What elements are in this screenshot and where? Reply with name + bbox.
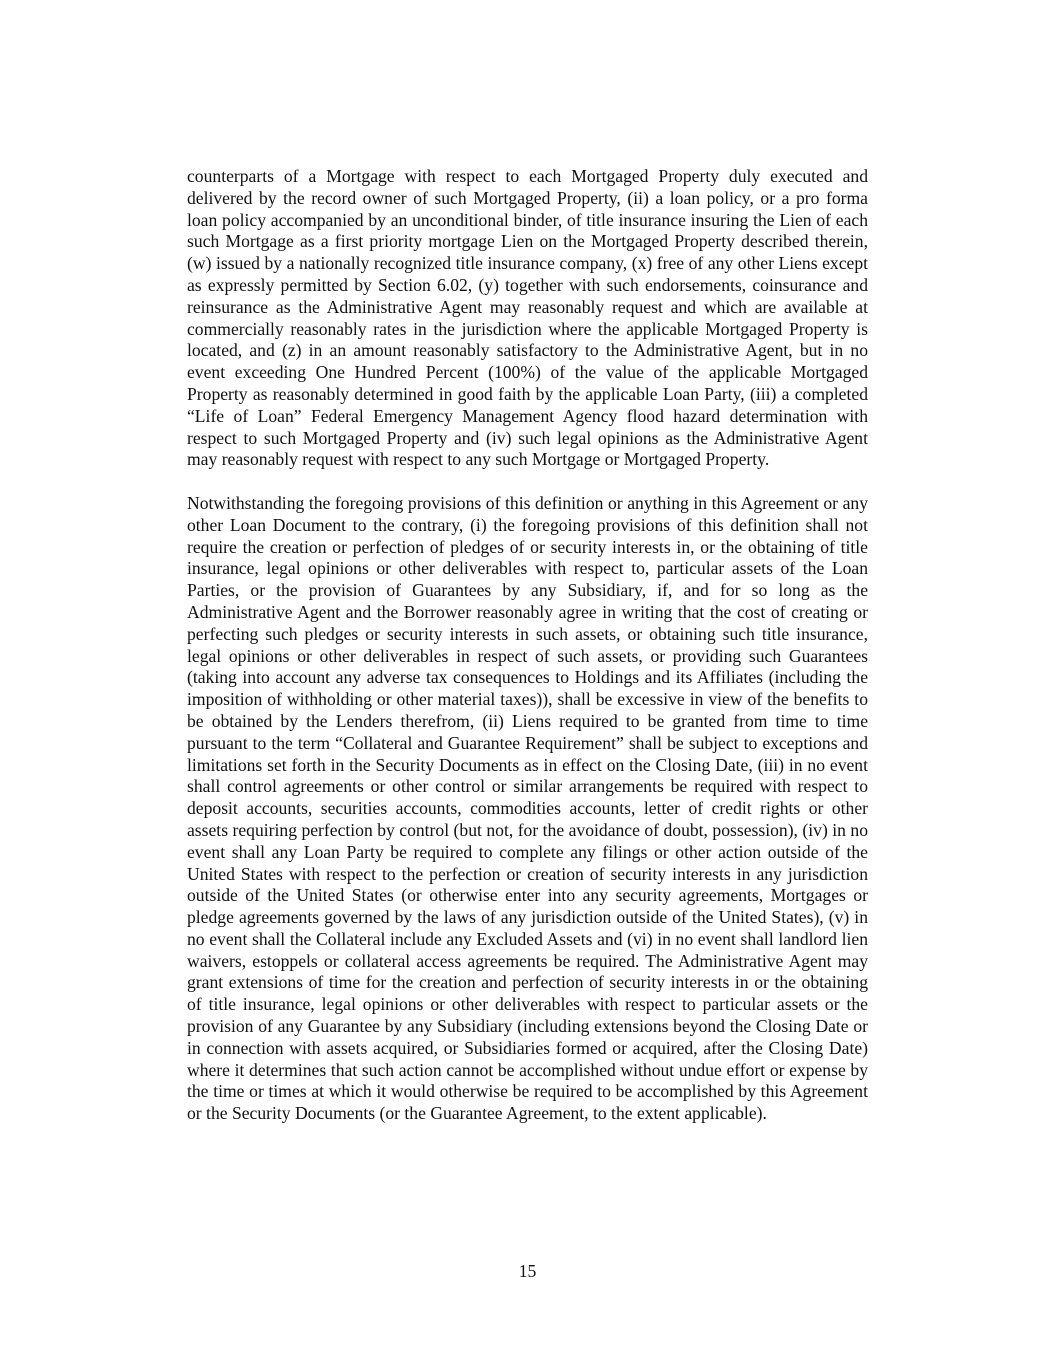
paragraph-mortgage-counterparts: counterparts of a Mortgage with respect to each Mortgaged Property duly executed and delivered by the record owner of such Mortgaged Property, (ii) a loan policy, or a pro forma loan policy accompanied by an unconditional binder, of title insurance insuring the Lien of each such Mortgage as a first priority mortgage Lien on the Mortgaged Property described therein, (w) issued by a nationally recognized title insurance company, (x) free of any other Liens except as expressly permitted by Section 6.02, (y) together with such endorsements, coinsurance and reinsurance as the Administrative Agent may reasonably request and which are available at commercially reasonably rates in the jurisdiction where the applicable Mortgaged Property is located, and (z) in an amount reasonably satisfactory to the Administrative Agent, but in no event exceeding One Hundred Percent (100%) of the value of the applicable Mortgaged Property as reasonably determined in good faith by the applicable Loan Party, (iii) a completed “Life of Loan” Federal Emergency Management Agency flood hazard determination with respect to such Mortgaged Property and (iv) such legal opinions as the Administrative Agent may reasonably request with respect to any such Mortgage or Mortgaged Property. <box>187 166 868 470</box>
page-number: 15 <box>518 1261 537 1281</box>
paragraph-notwithstanding: Notwithstanding the foregoing provisions of this definition or anything in this Agreement or any other Loan Document to the contrary, (i) the foregoing provisions of this definition shall not require the creation or perfection of pledges of or security interests in, or the obtaining of title insurance, legal opinions or other deliverables with respect to, particular assets of the Loan Parties, or the provision of Guarantees by any Subsidiary, if, and for so long as the Administrative Agent and the Borrower reasonably agree in writing that the cost of creating or perfecting such pledges or security interests in such assets, or obtaining such title insurance, legal opinions or other deliverables in respect of such assets, or providing such Guarantees (taking into account any adverse tax consequences to Holdings and its Affiliates (including the imposition of withholding or other material taxes)), shall be excessive in view of the benefits to be obtained by the Lenders therefrom, (ii) Liens required to be granted from time to time pursuant to the term “Collateral and Guarantee Requirement” shall be subject to exceptions and limitations set forth in the Security Documents as in effect on the Closing Date, (iii) in no event shall control agreements or other control or similar arrangements be required with respect to deposit accounts, securities accounts, commodities accounts, letter of credit rights or other assets requiring perfection by control (but not, for the avoidance of doubt, possession), (iv) in no event shall any Loan Party be required to complete any filings or other action outside of the United States with respect to the perfection or creation of security interests in any jurisdiction outside of the United States (or otherwise enter into any security agreements, Mortgages or pledge agreements governed by the laws of any jurisdiction outside of the United States), (v) in no event shall the Collateral include any Excluded Assets and (vi) in no event shall landlord lien waivers, estoppels or collateral access agreements be required. The Administrative Agent may grant extensions of time for the creation and perfection of security interests in or the obtaining of title insurance, legal opinions or other deliverables with respect to particular assets or the provision of any Guarantee by any Subsidiary (including extensions beyond the Closing Date or in connection with assets acquired, or Subsidiaries formed or acquired, after the Closing Date) where it determines that such action cannot be accomplished without undue effort or expense by the time or times at which it would otherwise be required to be accomplished by this Agreement or the Security Documents (or the Guarantee Agreement, to the extent applicable). <box>187 492 868 1124</box>
document-body <box>187 166 868 1125</box>
